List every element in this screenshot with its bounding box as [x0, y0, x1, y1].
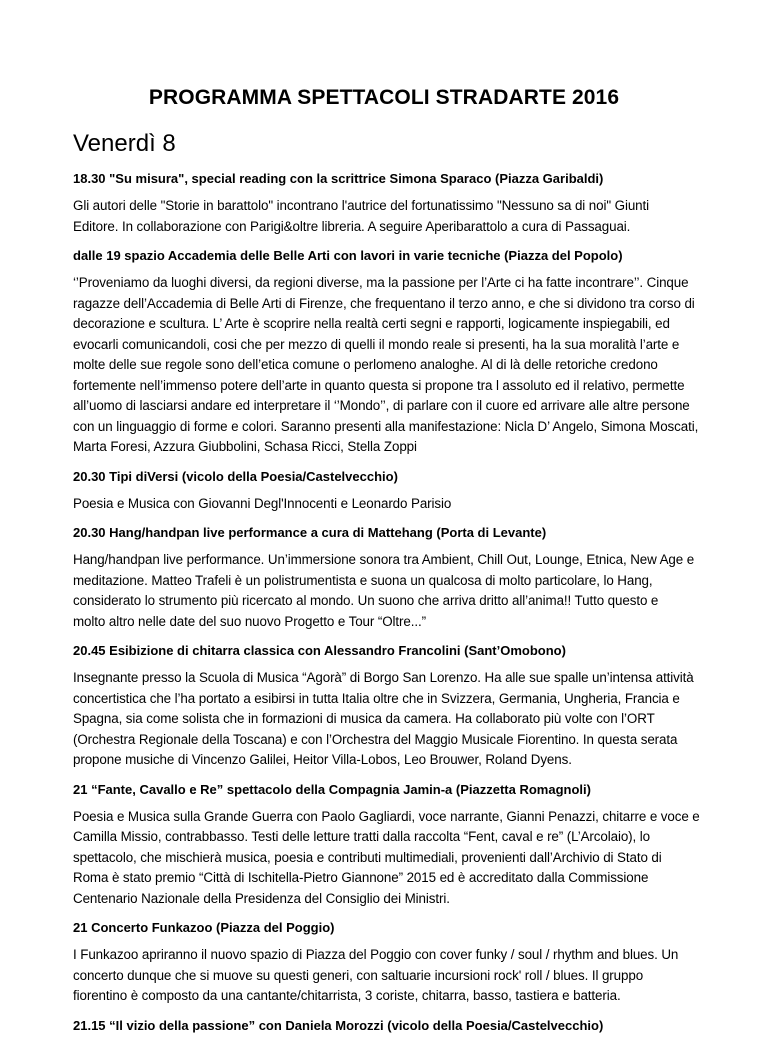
event-description [73, 550, 703, 632]
event-description [73, 494, 703, 515]
description-line: Hang/handpan live performance. Un’immersione sonora tra Ambient, Chill Out, Lounge, Etnica, New Age e [73, 552, 695, 567]
description-line: spettacolo, che mischierà musica, poesia e contributi multimediali, provenienti dall’Archivio di Stato di [73, 849, 662, 865]
description-line: Poesia e Musica sulla Grande Guerra con Paolo Gagliardi, voce narrante, Gianni Penazzi, chitarre e voce e [73, 808, 700, 824]
description-line: Spagna, sia come solista che in formazioni di musica da camera. Ha collaborato più volte con l’ORT [73, 711, 655, 726]
description-line: Editore. In collaborazione con Parigi&oltre libreria. A seguire Aperibarattolo a cura di Passaguai. [73, 218, 631, 234]
description-line: con un linguaggio di forme e colori. Saranno presenti alla manifestazione: Nicla D’ Angelo, Simona Moscati, [73, 418, 699, 434]
description-line: Poesia e Musica con Giovanni Degl'Innocenti e Leonardo Parisio [73, 495, 452, 511]
event-heading: 20.30 Hang/handpan live performance a cura di Mattehang (Porta di Levante) [73, 525, 547, 540]
description-line: meditazione. Matteo Trafeli è un polistrumentista e suona un qualcosa di molto particolare, lo Hang, [73, 572, 653, 588]
events-list [73, 170, 703, 1043]
document-title: PROGRAMMA SPETTACOLI STRADARTE 2016 [148, 86, 620, 109]
description-line: I Funkazoo apriranno il nuovo spazio di Piazza del Poggio con cover funky / soul / rhythm and blues. Un [73, 947, 679, 962]
event-heading: dalle 19 spazio Accademia delle Belle Arti con lavori in varie tecniche (Piazza del Popolo) [73, 248, 623, 263]
description-line: Centenario Nazionale della Presidenza del Consiglio dei Ministri. [73, 890, 450, 906]
description-line: molte delle sue regole sono dell’etica comune o perlomeno analoghe. Al di là delle retoriche credono [73, 357, 658, 372]
event-heading: 21.15 “Il vizio della passione” con Daniela Morozzi (vicolo della Poesia/Castelvecchio) [73, 1017, 604, 1033]
description-line: decorazione e scultura. L’ Arte è scoprire nella realtà certi segni e rapporti, logicamente inspiegabili, ed [73, 316, 670, 331]
event-description [73, 196, 703, 237]
day-heading: Venerdì 8 [73, 130, 176, 157]
description-line: Marta Foresi, Azzura Giubbolini, Schasa Ricci, Stella Zoppi [73, 439, 417, 454]
description-line: considerato lo strumento più ricercato al mondo. Un suono che arriva dritto all’anima!! Tutto questo e [73, 593, 659, 608]
description-line: fiorentino è composto da una cantante/chitarrista, 3 coriste, chitarra, basso, tastiera e batteria. [73, 988, 621, 1003]
description-line: concerto dunque che si muove su questi generi, con saltuarie incursioni rock' roll / blues. Il gruppo [73, 967, 644, 983]
description-line: Insegnante presso la Scuola di Musica “Agorà” di Borgo San Lorenzo. Ha alle sue spalle un’intensa attività [73, 670, 694, 685]
event-heading: 18.30 "Su misura", special reading con la scrittrice Simona Sparaco (Piazza Garibaldi) [73, 171, 604, 186]
event-description [73, 273, 703, 458]
description-line: Gli autori delle "Storie in barattolo" incontrano l'autrice del fortunatissimo "Nessuno sa di noi" Giunti [73, 198, 650, 213]
event-description [73, 945, 703, 1007]
event-heading: 21 Concerto Funkazoo (Piazza del Poggio) [73, 920, 335, 935]
description-line: (Orchestra Regionale della Toscana) e con l’Orchestra del Maggio Musicale Fiorentino. In questa serata [73, 731, 678, 747]
description-line: Camilla Missio, contrabbasso. Testi delle letture tratti dalla raccolta “Fent, caval e re” (L’Arcolaio), lo [73, 829, 650, 844]
description-line: ragazze dell’Accademia di Belle Arti di Firenze, che frequentano il terzo anno, e che si dividono tra corso di [73, 295, 695, 311]
description-line: Roma è stato premio “Città di Ischitella-Pietro Giannone” 2015 ed è accreditato dalla Commissione [73, 870, 649, 885]
description-line: molto altro nelle date del suo nuovo Progetto e Tour “Oltre...” [73, 613, 426, 629]
event-heading: 20.45 Esibizione di chitarra classica con Alessandro Francolini (Sant’Omobono) [73, 643, 566, 658]
event-description [73, 807, 703, 910]
event-heading: 21 “Fante, Cavallo e Re” spettacolo della Compagnia Jamin-a (Piazzetta Romagnoli) [73, 781, 591, 797]
description-line: propone musiche di Vincenzo Galilei, Heitor Villa-Lobos, Leo Brouwer, Roland Dyens. [73, 752, 572, 767]
event-heading: 20.30 Tipi diVersi (vicolo della Poesia/Castelvecchio) [73, 468, 398, 484]
description-line: all’uomo di lasciarsi andare ed interpretare il ‘’Mondo’’, di parlare con il cuore ed arrivare alle altre persone [73, 398, 690, 413]
description-line: ‘’Proveniamo da luoghi diversi, da regioni diverse, ma la passione per l’Arte ci ha fatte incontrare’’. Cinque [73, 275, 689, 290]
description-line: evocarli comunicandoli, cosi che per mezzo di quelli il mondo reale si presenti, ha la sua moralità l’arte e [73, 336, 680, 352]
event-description [73, 668, 703, 771]
description-line: fortemente nell’immenso potere dell’arte in quanto questa si propone tra l assoluto ed il relativo, permette [73, 377, 685, 393]
description-line: concertistica che l’ha portato a esibirsi in tutta Italia oltre che in Svizzera, Germania, Ungheria, Francia e [73, 690, 680, 706]
